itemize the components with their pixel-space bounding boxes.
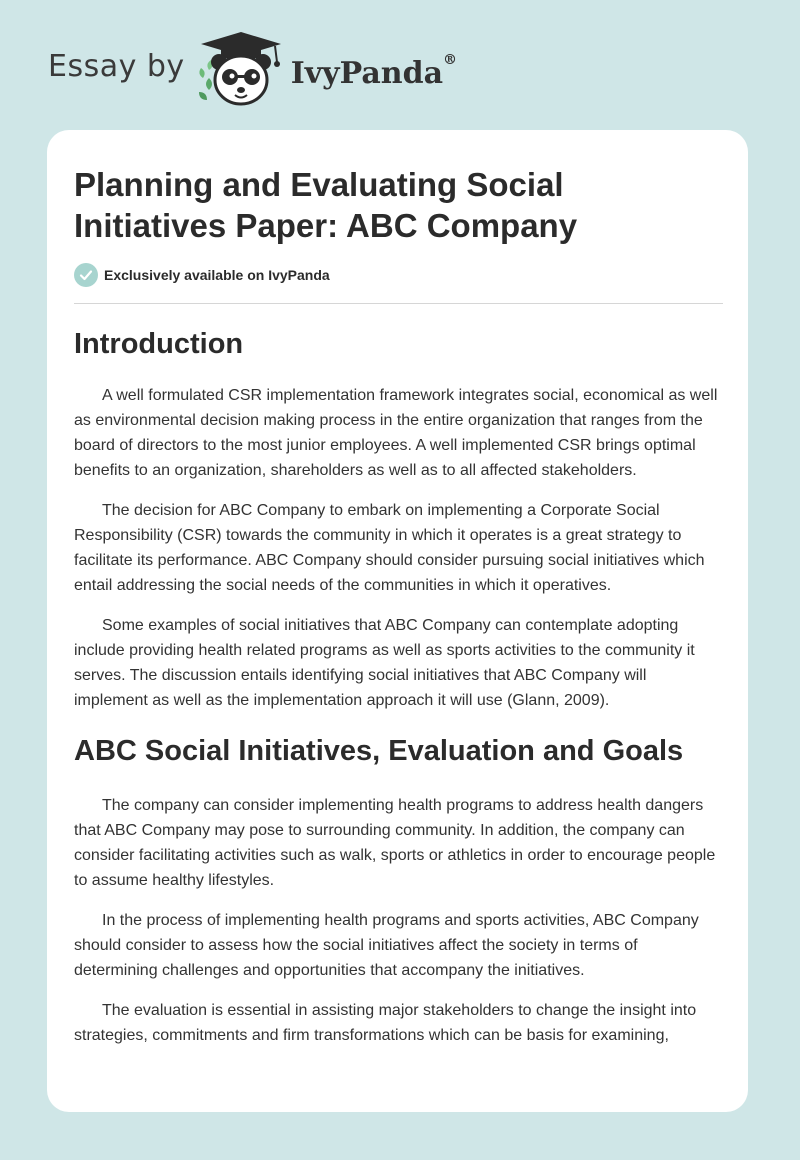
panda-logo-icon	[195, 30, 287, 110]
paragraph: A well formulated CSR implementation framework integrates social, economical as well as environmental decision making process in the entire organization that ranges from the board of directors to the most junior employees. A well implemented CSR brings optimal benefits to an organization, shareholders as well as to all affected stakeholders.	[74, 387, 718, 479]
paragraph: The evaluation is essential in assisting major stakeholders to change the insight into strategies, commitments and firm transformations which can be basis for examining,	[74, 1002, 697, 1044]
exclusive-badge	[74, 263, 330, 287]
trademark-symbol: ®	[443, 51, 458, 68]
paragraph: The company can consider implementing health programs to address health dangers that ABC Company may pose to surrounding community. In addition, the company can consider facilitating activities such as walk, sports or athletics in order to encourage people to assume healthy lifestyles.	[74, 797, 716, 889]
section-heading-introduction: Introduction	[74, 328, 244, 360]
paragraph: The decision for ABC Company to embark on implementing a Corporate Social Responsibility (CSR) towards the community in which it operates is a great strategy to facilitate its performance. ABC Company should consider pursuing social initiatives which entail addressing the social needs of the communities in which it operatives.	[74, 502, 705, 594]
brand-name-text: IvyPanda	[290, 55, 444, 91]
paragraph: Some examples of social initiatives that ABC Company can contemplate adopting include providing health related programs as well as sports activities to the community it serves. The discussion entails identifying social initiatives that ABC Company will implement as well as the implementation approach it will use (Glann, 2009).	[74, 617, 695, 709]
essay-body	[74, 326, 723, 1048]
essay-title: Planning and Evaluating Social Initiatives Paper: ABC Company	[74, 166, 578, 244]
checkmark-icon	[74, 263, 98, 287]
divider	[74, 303, 723, 304]
exclusive-label: Exclusively available on IvyPanda	[104, 267, 330, 283]
essay-card	[47, 130, 748, 1112]
paragraph: In the process of implementing health programs and sports activities, ABC Company should consider to assess how the social initiatives affect the society in terms of determining challenges and opportunities that accompany the initiatives.	[74, 912, 699, 979]
brand-header[interactable]	[48, 30, 457, 110]
section-heading-initiatives: ABC Social Initiatives, Evaluation and Goals	[74, 735, 684, 767]
brand-name	[290, 51, 458, 91]
brand-prefix: Essay by	[48, 48, 185, 84]
